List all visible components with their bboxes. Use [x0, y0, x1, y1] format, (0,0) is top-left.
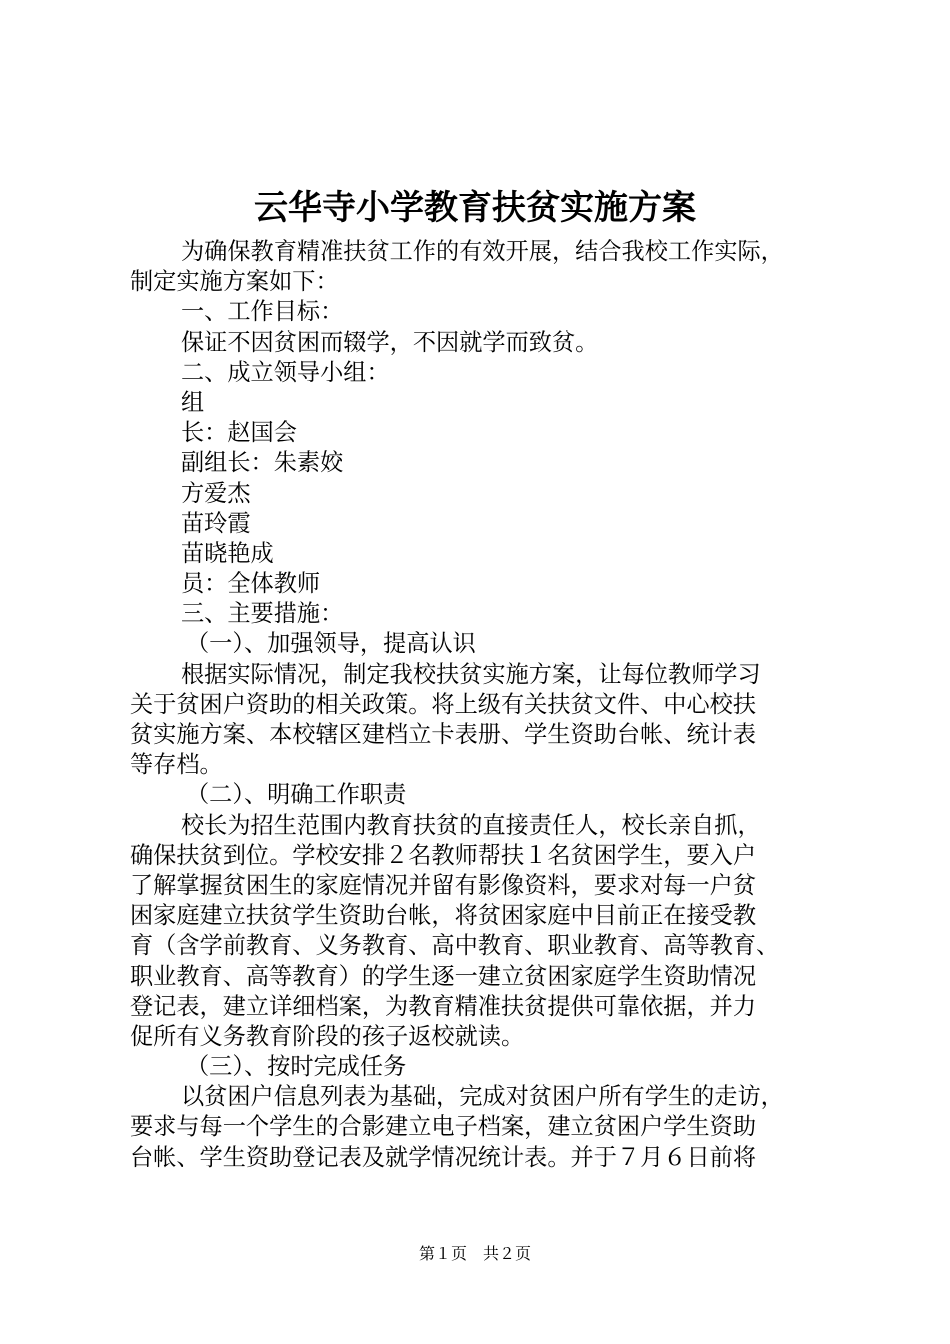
paragraph-line: 一、工作目标： — [181, 298, 344, 326]
paragraph-line: 了解掌握贫困生的家庭情况并留有影像资料，要求对每一户贫 — [130, 871, 757, 899]
paragraph-line: 长：赵国会 — [181, 419, 297, 447]
paragraph-line: 副组长：朱素姣 — [181, 449, 344, 477]
page-number: 第１页 共２页 — [418, 1244, 531, 1263]
paragraph-line: 为确保教育精准扶贫工作的有效开展，结合我校工作实际， — [181, 238, 784, 265]
paragraph-line: 育（含学前教育、义务教育、高中教育、职业教育、高等教育、 — [130, 932, 780, 960]
paragraph-line: 苗晓艳成 — [181, 539, 274, 567]
paragraph-line: （一）、加强领导，提高认识 — [186, 630, 476, 658]
paragraph-line: 促所有义务教育阶段的孩子返校就读。 — [130, 1022, 525, 1050]
document-title: 云华寺小学教育扶贫实施方案 — [254, 188, 696, 228]
paragraph-line: 二、成立领导小组： — [181, 358, 390, 386]
paragraph-line: 贫实施方案、本校辖区建档立卡表册、学生资助台帐、统计表 — [130, 721, 757, 748]
paragraph-line: 登记表，建立详细档案，为教育精准扶贫提供可靠依据，并力 — [130, 992, 757, 1020]
paragraph-line: 以贫困户信息列表为基础，完成对贫困户所有学生的走访， — [181, 1083, 784, 1111]
paragraph-line: 方爱杰 — [181, 479, 251, 507]
paragraph-line: 关于贫困户资助的相关政策。将上级有关扶贫文件、中心校扶 — [130, 690, 757, 718]
paragraph-line: 台帐、学生资助登记表及就学情况统计表。并于７月６日前将 — [130, 1143, 757, 1171]
paragraph-line: 三、主要措施： — [181, 600, 344, 628]
paragraph-line: 保证不因贫困而辍学，不因就学而致贫。 — [181, 328, 599, 356]
paragraph-line: 困家庭建立扶贫学生资助台帐，将贫困家庭中目前正在接受教 — [130, 902, 757, 930]
document-body — [130, 237, 850, 1173]
paragraph-line: （三）、按时完成任务 — [186, 1053, 407, 1081]
paragraph-line: 根据实际情况，制定我校扶贫实施方案，让每位教师学习 — [181, 660, 761, 688]
paragraph-line: 职业教育、高等教育）的学生逐一建立贫困家庭学生资助情况 — [130, 962, 757, 990]
paragraph-line: 等存档。 — [130, 751, 223, 779]
paragraph-line: 组 — [181, 388, 205, 416]
paragraph-line: 制定实施方案如下： — [130, 268, 339, 296]
paragraph-line: 苗玲霞 — [181, 509, 251, 537]
paragraph-line: 确保扶贫到位。学校安排２名教师帮扶１名贫困学生，要入户 — [130, 841, 757, 869]
paragraph-line: 员：全体教师 — [181, 570, 321, 598]
paragraph-line: 要求与每一个学生的合影建立电子档案，建立贫困户学生资助 — [130, 1113, 757, 1141]
paragraph-line: （二）、明确工作职责 — [186, 781, 407, 809]
paragraph-line: 校长为招生范围内教育扶贫的直接责任人，校长亲自抓， — [181, 811, 761, 839]
